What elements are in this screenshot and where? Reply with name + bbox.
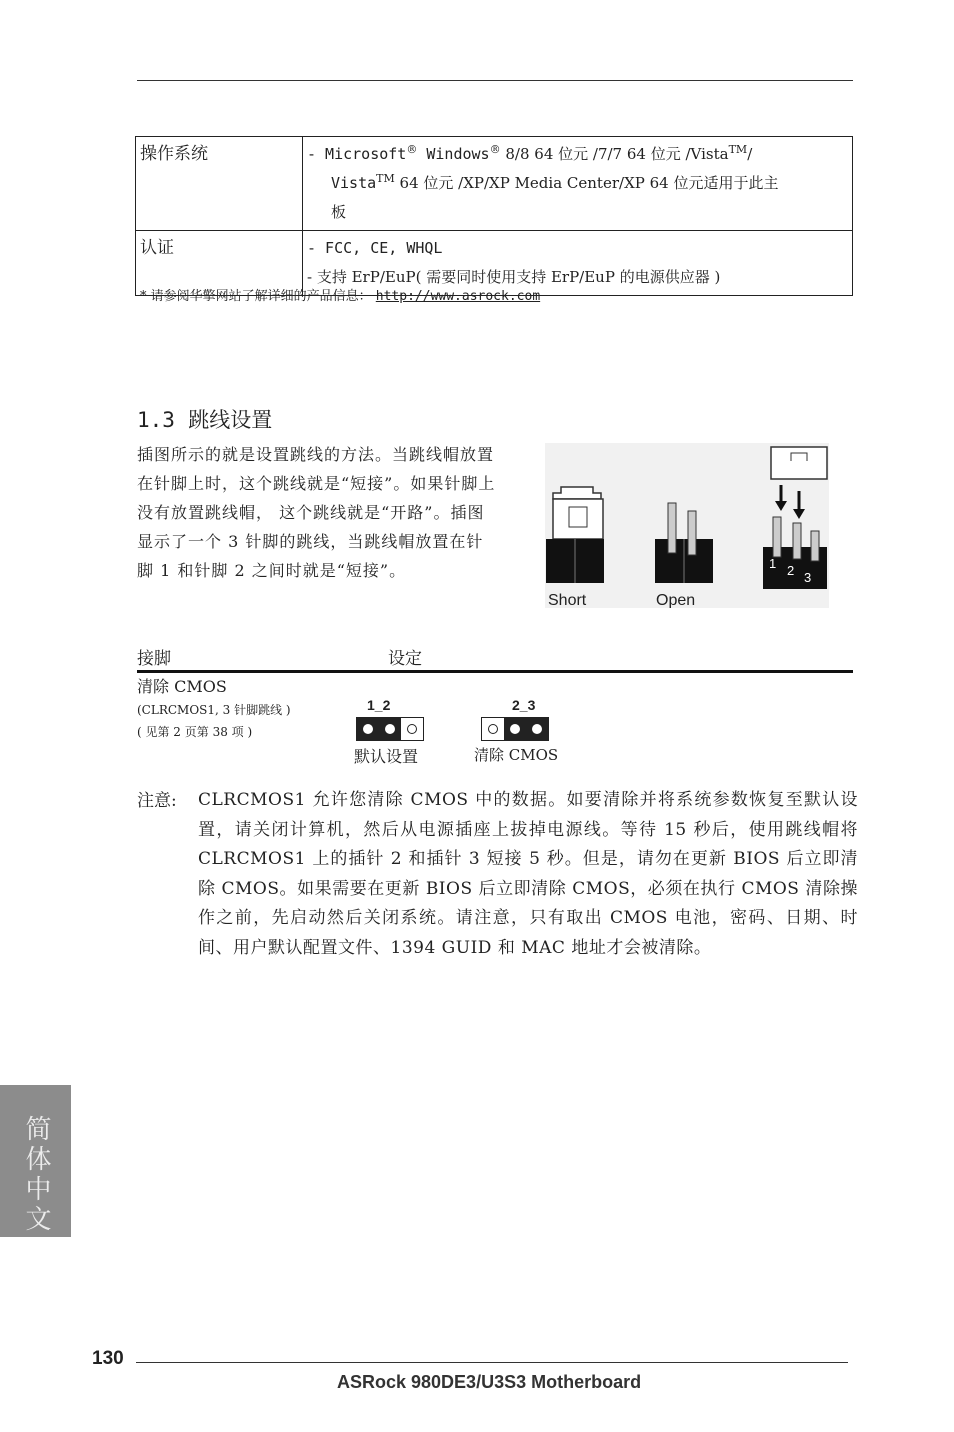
short-jumper bbox=[546, 487, 604, 583]
os-value: - Microsoft® Windows® 8/8 64 位元 /7/7 64 位元 /Vista™/ Vista™ 64 位元 /XP/XP Media Center/XP 64 位元适用于此主 板 bbox=[303, 137, 853, 231]
pin-number: 2 bbox=[787, 563, 795, 578]
asrock-website-link[interactable]: http://www.asrock.com bbox=[375, 289, 541, 304]
jumper-illustration bbox=[545, 443, 829, 608]
section-heading bbox=[137, 404, 272, 434]
col-setting: 设定 bbox=[388, 649, 422, 669]
pin-number: 3 bbox=[804, 570, 812, 585]
position-1-label: 1_2 bbox=[367, 697, 391, 713]
bottom-rule bbox=[136, 1362, 848, 1363]
section-title: 跳线设置 bbox=[188, 408, 273, 432]
spec-table bbox=[135, 136, 853, 296]
open-caption: Open bbox=[656, 592, 696, 608]
jumper-clear-cmos bbox=[481, 717, 549, 741]
row-reference: (CLRCMOS1, 3 针脚跳线 ) bbox=[137, 703, 291, 717]
pin-number: 1 bbox=[769, 556, 777, 571]
page-number: 130 bbox=[92, 1348, 124, 1369]
section-body: 插图所示的就是设置跳线的方法。当跳线帽放置在针脚上时，这个跳线就是“短接”。如果针脚上没有放置跳线帽， 这个跳线就是“开路”。插图显示了一个 3 针脚的跳线，当跳线帽放置在针脚 1 和针脚 2 之间时就是“短接”。 bbox=[137, 445, 496, 580]
pin bbox=[379, 718, 401, 740]
pin bbox=[401, 718, 423, 740]
row-name: 清除 CMOS bbox=[137, 677, 227, 696]
footer-title: ASRock 980DE3/U3S3 Motherboard bbox=[337, 1372, 642, 1392]
short-caption: Short bbox=[548, 592, 587, 608]
position-1-caption: 默认设置 bbox=[354, 747, 419, 766]
note-text: CLRCMOS1 允许您清除 CMOS 中的数据。如要清除并将系统参数恢复至默认设置，请关闭计算机，然后从电源插座上拔掉电源线。等待 15 秒后，使用跳线帽将 CLRCMOS1 上的插针 2 和插针 3 短接 5 秒。但是，请勿在更新 BIOS 后立即清除 CMOS。如果需要在更新 BIOS 后立即清除 CMOS，必须在执行 CMOS 清除操作之前，先启动然后关闭系统。请注意，只有取出 CMOS 电池，密码、日期、时间、用户默认配置文件、1394 GUID 和 MAC 地址才会被清除。 bbox=[198, 790, 858, 958]
side-tab-label: 简体中文 bbox=[21, 1115, 51, 1235]
top-rule bbox=[137, 80, 853, 81]
cert-value: - FCC, CE, WHQL - 支持 ErP/EuP( 需要同时使用支持 ErP/EuP 的电源供应器 ) bbox=[303, 231, 853, 296]
language-side-tab bbox=[0, 1085, 71, 1237]
os-label: 操作系统 bbox=[136, 137, 303, 231]
note-label: 注意: bbox=[137, 791, 177, 811]
setting-table-header bbox=[137, 644, 853, 670]
pin bbox=[526, 718, 548, 740]
col-pin: 接脚 bbox=[137, 649, 171, 669]
footnote: * 请参阅华擎网站了解详细的产品信息： http://www.asrock.com bbox=[140, 289, 541, 304]
pin bbox=[482, 718, 504, 740]
pin bbox=[504, 718, 526, 740]
row-reference: ( 见第 2 页第 38 项 ) bbox=[137, 725, 253, 739]
cert-label: 认证 bbox=[136, 231, 303, 296]
section-number: 1.3 bbox=[137, 408, 175, 432]
position-2-label: 2_3 bbox=[512, 697, 536, 713]
header-rule bbox=[137, 670, 853, 673]
pin bbox=[357, 718, 379, 740]
jumper-default bbox=[356, 717, 424, 741]
table-row bbox=[136, 137, 853, 231]
position-2-caption: 清除 CMOS bbox=[474, 746, 559, 764]
